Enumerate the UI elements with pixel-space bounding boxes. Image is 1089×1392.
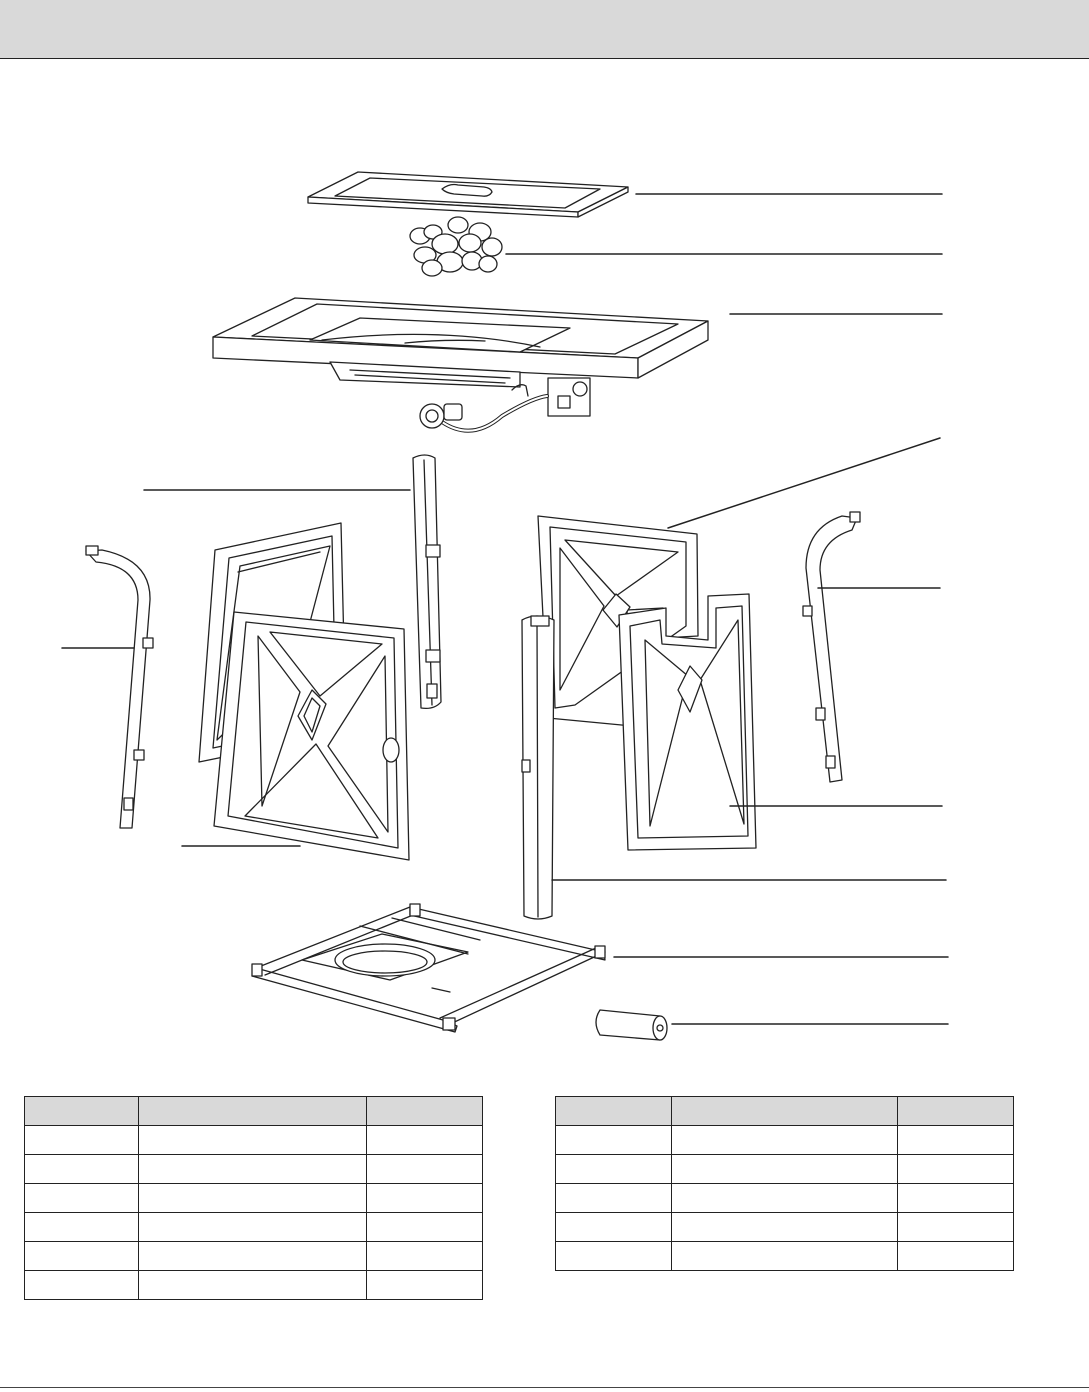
parts-list-right xyxy=(555,1096,1014,1271)
table-row xyxy=(25,1184,483,1213)
footer-rule xyxy=(0,1387,1089,1388)
table-row xyxy=(556,1184,1014,1213)
part-quantity-cell xyxy=(898,1155,1014,1184)
right-side-panels xyxy=(538,516,756,850)
part-quantity-cell xyxy=(367,1184,483,1213)
table-row xyxy=(25,1126,483,1155)
part-quantity-cell xyxy=(898,1184,1014,1213)
part-description-cell xyxy=(139,1242,367,1271)
part-quantity-cell xyxy=(898,1213,1014,1242)
part-label-cell xyxy=(556,1126,672,1155)
column-header xyxy=(672,1097,898,1126)
column-header xyxy=(139,1097,367,1126)
table-row xyxy=(556,1242,1014,1271)
part-description-cell xyxy=(139,1271,367,1300)
left-curved-leg-part xyxy=(86,546,153,828)
part-label-cell xyxy=(25,1213,139,1242)
parts-list-header xyxy=(556,1097,1014,1126)
part-label-cell xyxy=(25,1271,139,1300)
part-description-cell xyxy=(139,1184,367,1213)
part-quantity-cell xyxy=(367,1242,483,1271)
part-label-cell xyxy=(25,1126,139,1155)
part-quantity-cell xyxy=(898,1242,1014,1271)
base-frame-part xyxy=(252,904,605,1032)
part-label-cell xyxy=(25,1155,139,1184)
part-quantity-cell xyxy=(367,1155,483,1184)
column-header xyxy=(25,1097,139,1126)
lava-rocks-part xyxy=(410,217,502,276)
part-label-cell xyxy=(556,1155,672,1184)
center-leg-part xyxy=(413,455,441,708)
part-description-cell xyxy=(672,1184,898,1213)
table-top-burner-part xyxy=(213,298,708,431)
table-row xyxy=(25,1213,483,1242)
parts-list-header xyxy=(25,1097,483,1126)
part-quantity-cell xyxy=(367,1213,483,1242)
part-quantity-cell xyxy=(367,1271,483,1300)
cylinder-part xyxy=(596,1010,667,1040)
part-description-cell xyxy=(672,1155,898,1184)
table-row xyxy=(556,1126,1014,1155)
right-front-leg-part xyxy=(522,616,554,919)
part-quantity-cell xyxy=(367,1126,483,1155)
table-row xyxy=(25,1242,483,1271)
column-header xyxy=(556,1097,672,1126)
part-description-cell xyxy=(139,1126,367,1155)
parts-list-left xyxy=(24,1096,483,1300)
left-side-panels xyxy=(199,523,409,860)
table-row xyxy=(556,1213,1014,1242)
column-header xyxy=(367,1097,483,1126)
part-label-cell xyxy=(556,1242,672,1271)
table-row xyxy=(25,1155,483,1184)
part-description-cell xyxy=(139,1213,367,1242)
part-label-cell xyxy=(25,1184,139,1213)
column-header xyxy=(898,1097,1014,1126)
part-description-cell xyxy=(672,1242,898,1271)
part-label-cell xyxy=(25,1242,139,1271)
right-curved-leg-part xyxy=(803,512,860,782)
lid-part xyxy=(308,172,628,217)
part-description-cell xyxy=(672,1126,898,1155)
part-description-cell xyxy=(672,1213,898,1242)
table-row xyxy=(556,1155,1014,1184)
table-row xyxy=(25,1271,483,1300)
part-label-cell xyxy=(556,1184,672,1213)
part-quantity-cell xyxy=(898,1126,1014,1155)
part-description-cell xyxy=(139,1155,367,1184)
part-label-cell xyxy=(556,1213,672,1242)
